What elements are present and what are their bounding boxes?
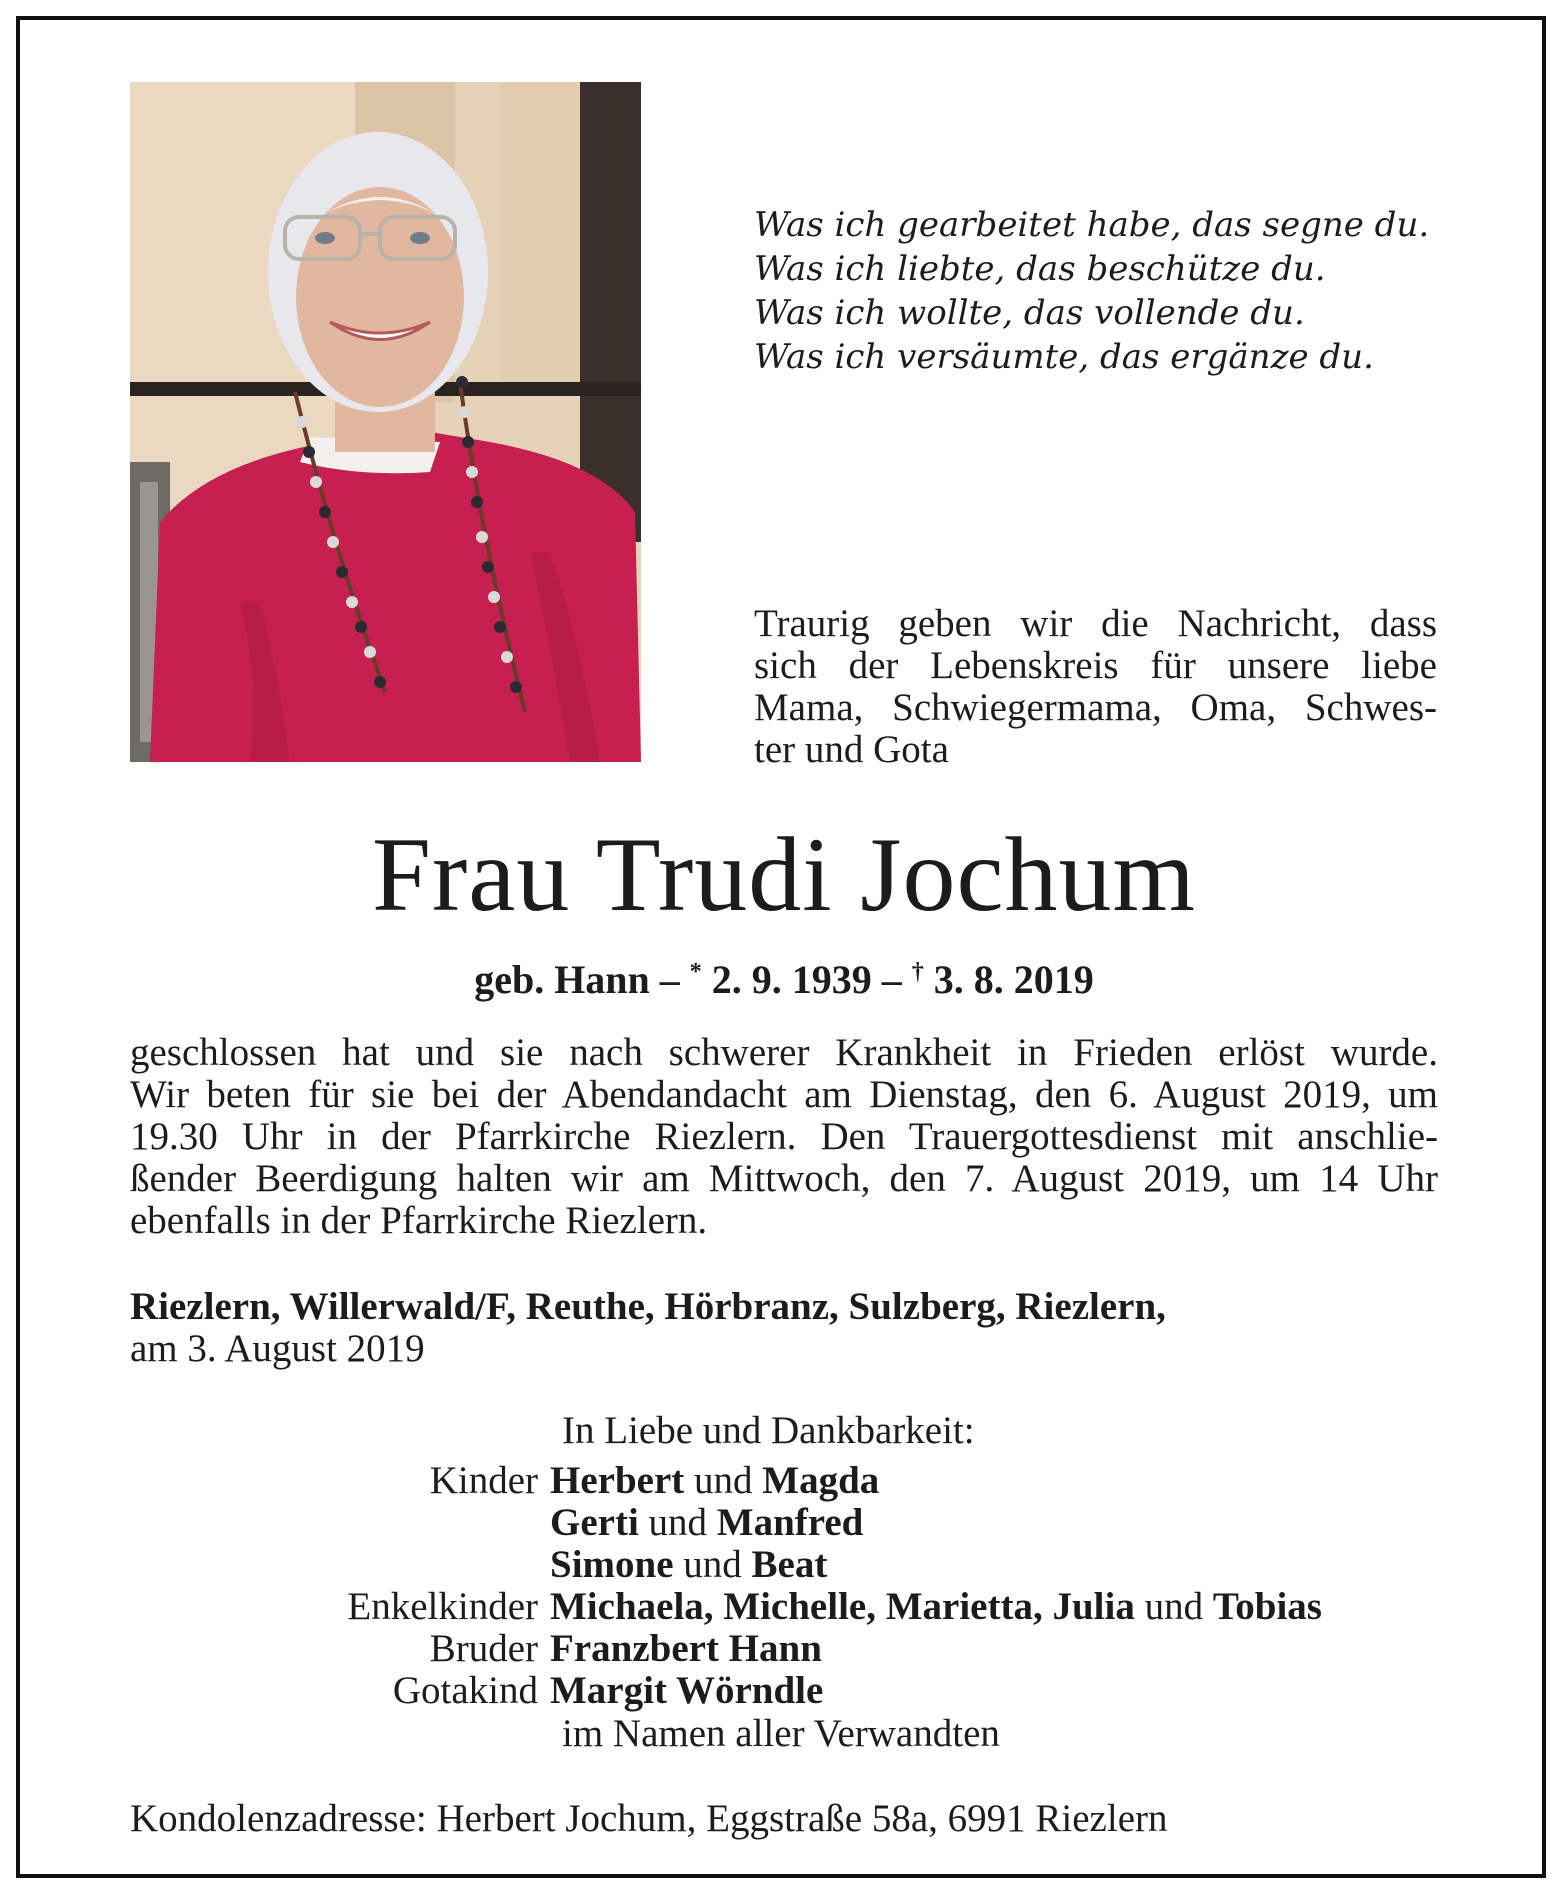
mourner-name: Tobias: [1212, 1585, 1322, 1628]
maiden-name: geb. Hann –: [474, 957, 690, 1002]
mourner-name: Gerti: [550, 1501, 639, 1544]
intro-line: ter und Gota: [754, 728, 949, 771]
mourner-role: Bruder: [429, 1627, 538, 1670]
mourner-name: Manfred: [716, 1501, 864, 1544]
intro-line: Traurig geben wir die Nachricht, dass: [754, 602, 1437, 645]
mourner-role: Gotakind: [392, 1669, 538, 1712]
mourner-names: [550, 1502, 863, 1544]
mourner-name: Franzbert Hann: [550, 1627, 822, 1670]
family-line: im Namen aller Verwandten: [562, 1712, 1000, 1755]
deceased-name: Frau Trudi Jochum: [372, 816, 1196, 933]
body-line: ebenfalls in der Pfarrkirche Riezlern.: [130, 1199, 708, 1242]
portrait-photo: [130, 82, 641, 762]
death-symbol: †: [911, 959, 924, 985]
mourner-row: [130, 1544, 1460, 1586]
body-line: geschlossen hat und sie nach schwerer Krankheit in Frieden erlöst wurde.: [130, 1031, 1438, 1074]
poem: [754, 203, 1474, 379]
place-date: am 3. August 2019: [130, 1327, 425, 1370]
service-details: [130, 1032, 1438, 1242]
mourner-names: [550, 1460, 879, 1502]
body-line: 19.30 Uhr in der Pfarrkirche Riezlern. Den Trauergottesdienst mit anschlie-: [130, 1115, 1438, 1158]
mourner-role: [130, 1544, 550, 1586]
intro-text: [754, 603, 1437, 771]
mourner-name: Simone: [550, 1543, 674, 1586]
death-date: 3. 8. 2019: [923, 957, 1094, 1002]
mourner-names: [550, 1670, 823, 1712]
places: Riezlern, Willerwald/F, Reuthe, Hörbranz, Sulzberg, Riezlern,: [130, 1285, 1166, 1328]
mourners-list: [130, 1460, 1460, 1712]
mourner-role: [130, 1502, 550, 1544]
condolence-address: Kondolenzadresse: Herbert Jochum, Eggstraße 58a, 6991 Riezlern: [130, 1797, 1168, 1840]
poem-line: Was ich wollte, das vollende du.: [754, 293, 1305, 333]
body-line: Wir beten für sie bei der Abendandacht am Dienstag, den 6. August 2019, um: [130, 1073, 1438, 1116]
mourner-row: [130, 1586, 1460, 1628]
poem-line: Was ich liebte, das beschütze du.: [754, 249, 1326, 289]
mourner-name: Beat: [751, 1543, 828, 1586]
mourner-row: [130, 1502, 1460, 1544]
mourner-names: [550, 1586, 1322, 1628]
intro-line: Mama, Schwiegermama, Oma, Schwes-: [754, 686, 1437, 729]
mourner-role: Enkelkinder: [347, 1585, 538, 1628]
mourner-conjunction: und: [1134, 1585, 1213, 1628]
love-line: In Liebe und Dankbarkeit:: [562, 1409, 975, 1452]
mourner-conjunction: und: [638, 1501, 717, 1544]
mourner-names: [550, 1628, 822, 1670]
mourner-name: Magda: [762, 1459, 880, 1502]
life-dates: [0, 948, 1568, 1004]
poem-line: Was ich gearbeitet habe, das segne du.: [754, 205, 1430, 245]
birth-date: 2. 9. 1939 –: [701, 957, 912, 1002]
mourner-name: Margit Wörndle: [550, 1669, 824, 1712]
mourner-name: Herbert: [550, 1459, 685, 1502]
poem-line: Was ich versäumte, das ergänze du.: [754, 337, 1374, 377]
mourner-row: [130, 1670, 1460, 1712]
mourner-names: [550, 1544, 827, 1586]
mourner-role: Kinder: [429, 1459, 538, 1502]
mourner-row: [130, 1460, 1460, 1502]
mourner-conjunction: und: [684, 1459, 763, 1502]
mourner-name: Michaela, Michelle, Marietta, Julia: [550, 1585, 1135, 1628]
mourner-row: [130, 1628, 1460, 1670]
birth-symbol: *: [689, 959, 702, 985]
mourner-conjunction: und: [673, 1543, 752, 1586]
intro-line: sich der Lebenskreis für unsere liebe: [754, 644, 1437, 687]
body-line: ßender Beerdigung halten wir am Mittwoch, den 7. August 2019, um 14 Uhr: [130, 1157, 1438, 1200]
